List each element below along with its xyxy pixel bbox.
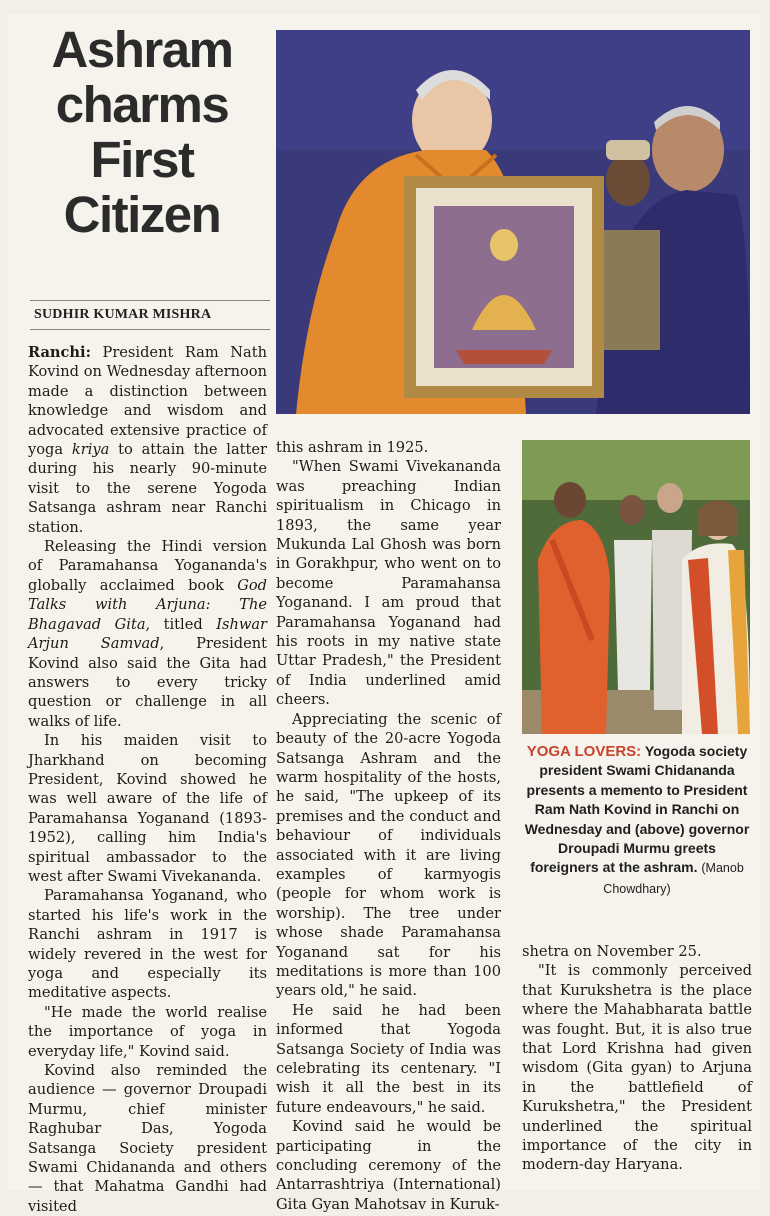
paragraph: Kovind also reminded the audience — governor Droupadi Murmu, chief minister Raghubar Das, Yogoda Satsanga Society president Swami Chidananda and others — that Mahatma Gandhi had visited [28,1062,267,1215]
paragraph-text: to attain the latter during his nearly 90-minute visit to the serene Yogoda Satsanga ashram near Ranchi station. [28,441,268,536]
paragraph: In his maiden visit to Jharkhand on becoming President, Kovind showed he was well aware of the life of Paramahansa Yoganand (1893-1952), calling him India's spiritual ambassador to the west after Swami Vivekananda. [28,732,267,885]
paragraph [28,537,267,731]
paragraph: Appreciating the scenic of beauty of the 20-acre Yogoda Satsanga Ashram and the warm hospitality of the hosts, he said, "The upkeep of its premises and the conduct and behaviour of individuals associated with it are living examples of karmyogis (people for whom work is worship). The tree under whose shade Paramahansa Yoganand sat for his meditations is more than 100 years old," he said. [276,710,501,1000]
paragraph: He said he had been informed that Yogoda Satsanga Society of India was celebrating its centenary. "I wish it all the best in its future endeavours," he said. [276,1001,501,1116]
paragraph: "When Swami Vivekananda was preaching Indian spiritualism in Chicago in 1893, the same year Mukunda Lal Ghosh was born in Gorakhpur, who went on to become Paramahansa Yoganand. I am proud that Paramahansa Yoganand had his roots in my native state Uttar Pradesh," the President of India underlined amid cheers. [276,458,501,709]
photo-credit: (Manob Chowdhary) [603,861,744,896]
paragraph: "It is commonly perceived that Kurukshetra is the place where the Mahabharata battle was fought. But, it is also true that Lord Krishna had given wisdom (Gita gyan) to Arjuna in the battlefield of Kurukshetra," the President underlined the spiritual importance of the city in modern-day Haryana. [522,962,752,1174]
paragraph: Kovind said he would be participating in the concluding ceremony of the Antarrashtriya (International) Gita Gyan Mahotsav in Kuruk- [276,1118,501,1213]
dateline: Ranchi: [28,344,91,361]
photo-president-memento [276,30,750,414]
paragraph: shetra on November 25. [522,943,702,960]
paragraph: "He made the world realise the importance of yoga in everyday life," Kovind said. [28,1003,267,1060]
paragraph-text: President Ram Nath Kovind on Wednesday afternoon made a distinction between knowledge and wisdom and advocated extensive practice of yoga [28,344,267,459]
headline [32,22,252,242]
article-column-1 [28,343,267,1216]
book-title: God Talks with Arjuna: The Bhagavad Gita [28,576,267,633]
byline: SUDHIR KUMAR MISHRA [34,307,212,322]
photo-governor-greeting [522,440,750,734]
article-column-3 [522,942,752,1175]
photo-illustration [276,30,750,414]
headline-line: charms [55,76,229,133]
caption-kicker: YOGA LOVERS: [526,743,642,760]
photo-caption [524,742,750,899]
emphasis: kriya [71,441,110,459]
headline-line: Ashram [51,21,233,78]
paragraph: this ashram in 1925. [276,439,429,456]
paragraph [28,343,267,537]
paragraph: Paramahansa Yoganand, who started his life's work in the Ranchi ashram in 1917 is widely revered in the west for yoga and especially its meditative aspects. [28,887,267,1002]
paragraph-text: Releasing the Hindi version of Paramahansa Yogananda's globally acclaimed book [28,538,267,594]
photo-illustration [522,440,750,734]
byline-rule-bottom [30,329,270,330]
article-column-2 [276,438,501,1214]
book-title-hindi: Ishwar Arjun Samvad [28,615,268,653]
paragraph-text: , President Kovind also said the Gita had answers to every tricky question or challenge in all walks of life. [28,635,267,730]
byline-rule-top [30,300,270,301]
caption-body: Yogoda society president Swami Chidananda presents a memento to President Ram Nath Kovind in Ranchi on Wednesday and (above) governor Droupadi Murmu greets foreigners at the ashram. [524,743,750,876]
paragraph-text: , titled [145,615,203,633]
headline-line: Citizen [63,186,221,243]
headline-line: First [90,131,194,188]
